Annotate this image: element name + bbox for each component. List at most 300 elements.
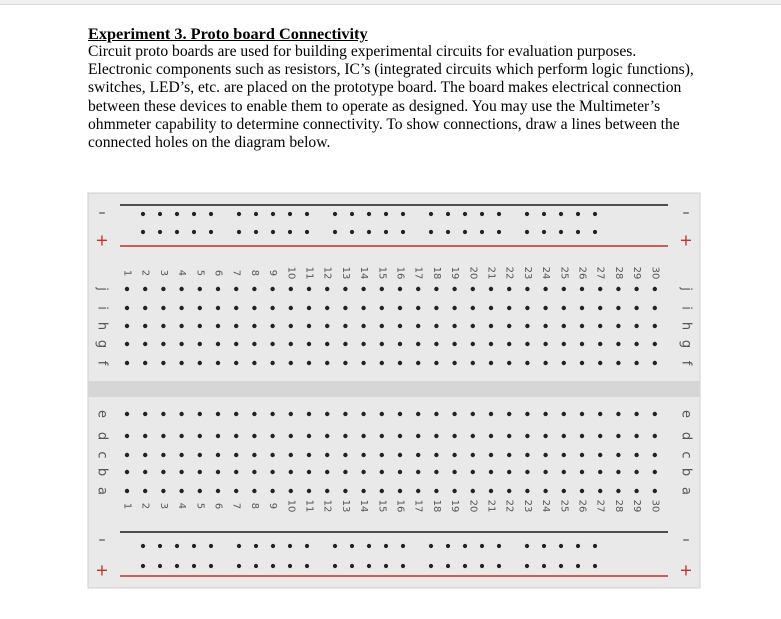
bottom-rail-rail-hole: [288, 544, 292, 548]
bottom-strip-hole: [634, 434, 638, 438]
bottom-strip-hole: [361, 489, 365, 493]
top-strip-hole: [289, 342, 293, 346]
top-strip-row-label-right: i: [678, 306, 694, 310]
top-strip-hole: [434, 342, 438, 346]
top-column-label: 22: [503, 266, 515, 280]
bottom-strip-hole: [289, 489, 293, 493]
bottom-strip-hole: [398, 470, 402, 474]
top-strip-hole: [252, 361, 256, 365]
bottom-strip-hole: [562, 434, 566, 438]
bottom-column-label: 29: [631, 499, 643, 513]
top-strip-hole: [161, 324, 165, 328]
top-strip-hole: [489, 361, 493, 365]
top-strip-hole: [161, 306, 165, 310]
bottom-strip-hole: [416, 412, 420, 416]
top-strip-hole: [562, 287, 566, 291]
bottom-strip-hole: [471, 434, 475, 438]
top-strip-hole: [653, 287, 657, 291]
top-rail-rail-hole: [254, 230, 258, 234]
bottom-strip-hole: [216, 412, 220, 416]
top-strip-hole: [179, 342, 183, 346]
bottom-strip-hole: [616, 489, 620, 493]
top-rail-rail-hole: [192, 212, 196, 216]
bottom-rail-rail-hole: [350, 544, 354, 548]
bottom-strip-hole: [416, 470, 420, 474]
bottom-strip-hole: [471, 489, 475, 493]
top-rail-rail-hole: [384, 212, 388, 216]
top-strip-hole: [598, 324, 602, 328]
top-strip-hole: [343, 324, 347, 328]
top-strip-hole: [361, 287, 365, 291]
bottom-strip-hole: [634, 470, 638, 474]
top-rail-rail-hole: [288, 230, 292, 234]
bottom-rail-rail-hole: [384, 544, 388, 548]
top-strip-hole: [598, 361, 602, 365]
bottom-strip-hole: [380, 434, 384, 438]
top-strip-hole: [325, 342, 329, 346]
bottom-strip-hole: [234, 489, 238, 493]
top-strip-hole: [307, 361, 311, 365]
bottom-strip-hole: [653, 453, 657, 457]
top-strip-hole: [525, 342, 529, 346]
top-strip-hole: [543, 306, 547, 310]
bottom-rail-rail-hole: [192, 544, 196, 548]
top-strip-hole: [416, 342, 420, 346]
bottom-strip-hole: [325, 412, 329, 416]
bottom-column-label: 5: [194, 502, 206, 510]
bottom-strip-hole: [234, 470, 238, 474]
bottom-rail-rail-hole: [141, 564, 145, 568]
bottom-column-label: 17: [412, 499, 424, 513]
top-strip-hole: [489, 306, 493, 310]
bottom-strip-hole: [198, 412, 202, 416]
bottom-strip-hole: [270, 434, 274, 438]
top-rail-rail-hole: [497, 212, 501, 216]
top-strip-hole: [234, 342, 238, 346]
bottom-rail-rail-hole: [333, 564, 337, 568]
bottom-column-label: 3: [157, 502, 169, 510]
top-column-label: 2: [139, 269, 151, 277]
top-rail-rail-hole: [480, 230, 484, 234]
top-rail-rail-hole: [192, 230, 196, 234]
top-column-label: 7: [230, 269, 242, 277]
bottom-strip-hole: [198, 434, 202, 438]
bottom-strip-row-label-left: a: [94, 487, 110, 495]
bottom-strip-hole: [289, 470, 293, 474]
bottom-strip-hole: [507, 453, 511, 457]
bottom-rail-rail-hole: [305, 544, 309, 548]
bottom-strip-row-label-left: c: [94, 451, 110, 459]
bottom-strip-hole: [216, 453, 220, 457]
top-strip-hole: [289, 287, 293, 291]
bottom-strip-hole: [452, 453, 456, 457]
bottom-rail-rail-hole: [463, 544, 467, 548]
bottom-strip-hole: [543, 434, 547, 438]
top-strip-hole: [452, 324, 456, 328]
bottom-rail-plus-label-left: +: [95, 560, 109, 580]
top-column-label: 1: [121, 269, 133, 277]
bottom-strip-hole: [525, 434, 529, 438]
bottom-rail-rail-hole: [446, 564, 450, 568]
bottom-strip-hole: [653, 489, 657, 493]
top-rail-rail-hole: [401, 230, 405, 234]
bottom-strip-hole: [307, 453, 311, 457]
bottom-strip-hole: [616, 434, 620, 438]
bottom-strip-hole: [325, 470, 329, 474]
bottom-strip-hole: [580, 489, 584, 493]
top-rail-rail-hole: [350, 212, 354, 216]
bottom-strip-hole: [307, 434, 311, 438]
top-rail-rail-hole: [333, 212, 337, 216]
top-strip-hole: [143, 342, 147, 346]
bottom-strip-hole: [143, 434, 147, 438]
bottom-rail-rail-hole: [401, 564, 405, 568]
bottom-strip-hole: [398, 489, 402, 493]
bottom-rail-rail-hole: [333, 544, 337, 548]
top-rail-rail-hole: [497, 230, 501, 234]
paragraph-line: switches, LED’s, etc. are placed on the prototype board. The board makes electrical connection: [88, 79, 682, 97]
top-strip-hole: [307, 306, 311, 310]
top-rail-rail-hole: [384, 230, 388, 234]
bottom-strip-hole: [434, 489, 438, 493]
bottom-strip-hole: [416, 453, 420, 457]
bottom-strip-hole: [143, 489, 147, 493]
top-strip-hole: [416, 361, 420, 365]
bottom-strip-hole: [380, 453, 384, 457]
top-strip-hole: [543, 361, 547, 365]
top-rail-rail-hole: [367, 230, 371, 234]
top-strip-hole: [489, 342, 493, 346]
top-rail-rail-hole: [480, 212, 484, 216]
bottom-strip-hole: [489, 470, 493, 474]
top-strip-hole: [179, 306, 183, 310]
paragraph-line: between these devices to enable them to operate as designed. You may use the Multimeter’s: [88, 97, 661, 115]
bottom-strip-hole: [216, 489, 220, 493]
bottom-strip-hole: [161, 489, 165, 493]
bottom-rail-rail-hole: [237, 564, 241, 568]
bottom-strip-row-label-left: e: [94, 410, 110, 418]
top-strip-hole: [198, 287, 202, 291]
top-column-label: 18: [430, 266, 442, 280]
top-strip-hole: [598, 287, 602, 291]
bottom-strip-hole: [598, 412, 602, 416]
top-strip-hole: [252, 342, 256, 346]
bottom-strip-hole: [343, 434, 347, 438]
top-strip-hole: [252, 324, 256, 328]
bottom-column-label: 14: [358, 499, 370, 513]
bottom-strip-hole: [434, 434, 438, 438]
bottom-rail-rail-hole: [141, 544, 145, 548]
bottom-strip-hole: [125, 470, 129, 474]
bottom-strip-hole: [234, 434, 238, 438]
top-rail-rail-hole: [158, 212, 162, 216]
paragraph-line: ohmmeter capability to determine connectivity. To show connections, draw a lines between the: [88, 115, 680, 133]
top-rail-rail-hole: [463, 212, 467, 216]
bottom-strip-hole: [161, 434, 165, 438]
top-strip-hole: [653, 306, 657, 310]
top-rail-rail-hole: [254, 212, 258, 216]
bottom-strip-hole: [634, 412, 638, 416]
bottom-rail-rail-hole: [288, 564, 292, 568]
top-rail-rail-hole: [271, 230, 275, 234]
bottom-strip-hole: [471, 453, 475, 457]
top-rail-rail-hole: [209, 230, 213, 234]
bottom-strip-hole: [562, 470, 566, 474]
top-strip-hole: [361, 342, 365, 346]
bottom-strip-hole: [525, 470, 529, 474]
bottom-rail-rail-hole: [384, 564, 388, 568]
top-strip-row-label-right: f: [678, 360, 694, 366]
bottom-strip-hole: [543, 412, 547, 416]
bottom-strip-hole: [198, 470, 202, 474]
bottom-strip-hole: [125, 434, 129, 438]
bottom-column-label: 23: [521, 499, 533, 513]
top-strip-hole: [471, 324, 475, 328]
bottom-strip-hole: [616, 453, 620, 457]
bottom-column-label: 10: [285, 499, 297, 513]
bottom-strip-row-label-right: a: [678, 487, 694, 495]
bottom-column-label: 13: [339, 499, 351, 513]
bottom-strip-hole: [307, 489, 311, 493]
bottom-strip-hole: [252, 434, 256, 438]
top-rail-rail-hole: [237, 230, 241, 234]
top-strip-hole: [634, 324, 638, 328]
bottom-strip-hole: [380, 470, 384, 474]
bottom-rail-rail-hole: [158, 564, 162, 568]
top-column-label: 27: [594, 266, 606, 280]
paragraph-line: connected holes on the diagram below.: [88, 134, 331, 152]
top-column-label: 14: [358, 266, 370, 280]
top-strip-hole: [398, 361, 402, 365]
top-rail-rail-hole: [288, 212, 292, 216]
top-strip-hole: [179, 324, 183, 328]
top-strip-hole: [634, 361, 638, 365]
top-strip-hole: [398, 287, 402, 291]
bottom-strip-hole: [125, 489, 129, 493]
top-strip-hole: [125, 342, 129, 346]
top-strip-row-label-left: g: [94, 339, 110, 349]
top-rail-rail-hole: [593, 212, 597, 216]
center-channel: [88, 381, 700, 397]
bottom-rail-rail-hole: [542, 544, 546, 548]
bottom-strip-hole: [325, 453, 329, 457]
top-column-label: 5: [194, 269, 206, 277]
bottom-strip-hole: [434, 412, 438, 416]
top-strip-hole: [580, 306, 584, 310]
bottom-column-label: 6: [212, 502, 224, 510]
top-strip-hole: [198, 324, 202, 328]
bottom-rail-rail-hole: [237, 544, 241, 548]
top-strip-hole: [525, 361, 529, 365]
top-strip-hole: [216, 306, 220, 310]
top-column-label: 26: [576, 266, 588, 280]
top-strip-hole: [616, 306, 620, 310]
top-strip-hole: [398, 324, 402, 328]
top-strip-hole: [416, 324, 420, 328]
top-strip-hole: [125, 361, 129, 365]
top-strip-hole: [198, 361, 202, 365]
bottom-strip-hole: [525, 412, 529, 416]
top-strip-hole: [598, 306, 602, 310]
bottom-rail-rail-hole: [446, 544, 450, 548]
bottom-rail-rail-hole: [497, 564, 501, 568]
top-strip-hole: [143, 324, 147, 328]
bottom-rail-rail-hole: [254, 564, 258, 568]
bottom-strip-hole: [489, 412, 493, 416]
top-strip-hole: [289, 361, 293, 365]
top-strip-hole: [270, 342, 274, 346]
bottom-strip-hole: [507, 434, 511, 438]
top-strip-hole: [325, 324, 329, 328]
top-strip-hole: [380, 361, 384, 365]
bottom-rail-plus-label-right: +: [679, 560, 693, 580]
bottom-strip-row-label-right: e: [678, 410, 694, 418]
bottom-strip-hole: [307, 412, 311, 416]
top-rail-rail-hole: [559, 230, 563, 234]
bottom-strip-hole: [270, 453, 274, 457]
bottom-strip-row-label-left: b: [94, 467, 110, 477]
bottom-column-label: 26: [576, 499, 588, 513]
top-strip-hole: [161, 361, 165, 365]
bottom-column-label: 30: [649, 499, 661, 513]
bottom-strip-hole: [580, 434, 584, 438]
top-column-label: 6: [212, 269, 224, 277]
top-column-label: 10: [285, 266, 297, 280]
bottom-rail-rail-hole: [497, 544, 501, 548]
top-column-label: 19: [449, 266, 461, 280]
bottom-column-label: 19: [449, 499, 461, 513]
experiment-title: Experiment 3. Proto board Connectivity: [88, 24, 368, 43]
top-strip-hole: [525, 287, 529, 291]
top-strip-hole: [507, 306, 511, 310]
top-column-label: 17: [412, 266, 424, 280]
top-strip-hole: [270, 361, 274, 365]
bottom-strip-hole: [543, 470, 547, 474]
bottom-strip-hole: [452, 489, 456, 493]
top-rail-rail-hole: [559, 212, 563, 216]
bottom-strip-hole: [562, 412, 566, 416]
bottom-rail-rail-hole: [271, 544, 275, 548]
bottom-rail-rail-hole: [593, 564, 597, 568]
top-strip-row-label-right: g: [678, 339, 694, 349]
top-column-label: 28: [612, 266, 624, 280]
bottom-column-label: 21: [485, 499, 497, 513]
top-strip-hole: [234, 306, 238, 310]
bottom-strip-hole: [216, 470, 220, 474]
bottom-rail-rail-hole: [576, 544, 580, 548]
top-strip-hole: [198, 306, 202, 310]
top-strip-hole: [434, 287, 438, 291]
bottom-strip-hole: [489, 453, 493, 457]
top-strip-hole: [325, 287, 329, 291]
bottom-strip-hole: [343, 453, 347, 457]
top-strip-hole: [507, 361, 511, 365]
bottom-strip-hole: [325, 489, 329, 493]
top-column-label: 29: [631, 266, 643, 280]
top-strip-hole: [361, 361, 365, 365]
top-strip-hole: [216, 287, 220, 291]
top-rail-rail-hole: [429, 230, 433, 234]
bottom-column-label: 22: [503, 499, 515, 513]
top-strip-hole: [234, 324, 238, 328]
top-strip-hole: [543, 324, 547, 328]
top-rail-rail-hole: [305, 230, 309, 234]
bottom-strip-hole: [452, 412, 456, 416]
bottom-strip-hole: [307, 470, 311, 474]
top-rail-rail-hole: [463, 230, 467, 234]
bottom-strip-hole: [507, 412, 511, 416]
top-column-label: 3: [157, 269, 169, 277]
bottom-rail-rail-hole: [209, 564, 213, 568]
bottom-strip-hole: [489, 489, 493, 493]
top-strip-hole: [434, 324, 438, 328]
top-rail-plus-label-right: +: [679, 230, 693, 250]
top-strip-hole: [507, 342, 511, 346]
bottom-strip-hole: [416, 489, 420, 493]
top-strip-hole: [161, 342, 165, 346]
top-strip-hole: [634, 306, 638, 310]
top-strip-hole: [398, 306, 402, 310]
bottom-strip-hole: [252, 470, 256, 474]
bottom-rail-rail-hole: [429, 564, 433, 568]
top-column-label: 15: [376, 266, 388, 280]
bottom-strip-hole: [452, 470, 456, 474]
bottom-strip-hole: [143, 453, 147, 457]
top-strip-row-label-left: h: [94, 321, 110, 331]
bottom-strip-hole: [289, 434, 293, 438]
bottom-strip-row-label-right: b: [678, 467, 694, 477]
top-rail-rail-hole: [525, 230, 529, 234]
top-rail-rail-hole: [446, 212, 450, 216]
top-strip-hole: [416, 287, 420, 291]
bottom-strip-hole: [580, 453, 584, 457]
top-strip-hole: [434, 361, 438, 365]
top-strip-hole: [598, 342, 602, 346]
paragraph-line: Electronic components such as resistors, IC’s (integrated circuits which perform logic functions),: [88, 61, 694, 79]
bottom-rail-rail-hole: [158, 544, 162, 548]
top-strip-hole: [216, 324, 220, 328]
bottom-strip-hole: [143, 412, 147, 416]
bottom-strip-hole: [380, 489, 384, 493]
bottom-strip-hole: [325, 434, 329, 438]
top-rail-rail-hole: [576, 230, 580, 234]
top-strip-hole: [343, 287, 347, 291]
bottom-rail-rail-hole: [593, 544, 597, 548]
top-strip-hole: [653, 361, 657, 365]
top-strip-hole: [452, 306, 456, 310]
bottom-strip-hole: [361, 412, 365, 416]
top-strip-hole: [234, 361, 238, 365]
top-strip-hole: [252, 287, 256, 291]
bottom-strip-hole: [161, 453, 165, 457]
bottom-strip-hole: [179, 453, 183, 457]
top-strip-hole: [616, 324, 620, 328]
top-column-label: 20: [467, 266, 479, 280]
bottom-strip-hole: [125, 412, 129, 416]
bottom-column-label: 12: [321, 499, 333, 513]
bottom-strip-hole: [143, 470, 147, 474]
bottom-strip-hole: [234, 412, 238, 416]
bottom-strip-hole: [398, 412, 402, 416]
top-strip-hole: [380, 342, 384, 346]
top-strip-hole: [525, 306, 529, 310]
top-strip-hole: [562, 306, 566, 310]
bottom-column-label: 28: [612, 499, 624, 513]
bottom-strip-hole: [471, 470, 475, 474]
bottom-strip-hole: [234, 453, 238, 457]
top-rail-rail-hole: [593, 230, 597, 234]
top-strip-hole: [270, 287, 274, 291]
